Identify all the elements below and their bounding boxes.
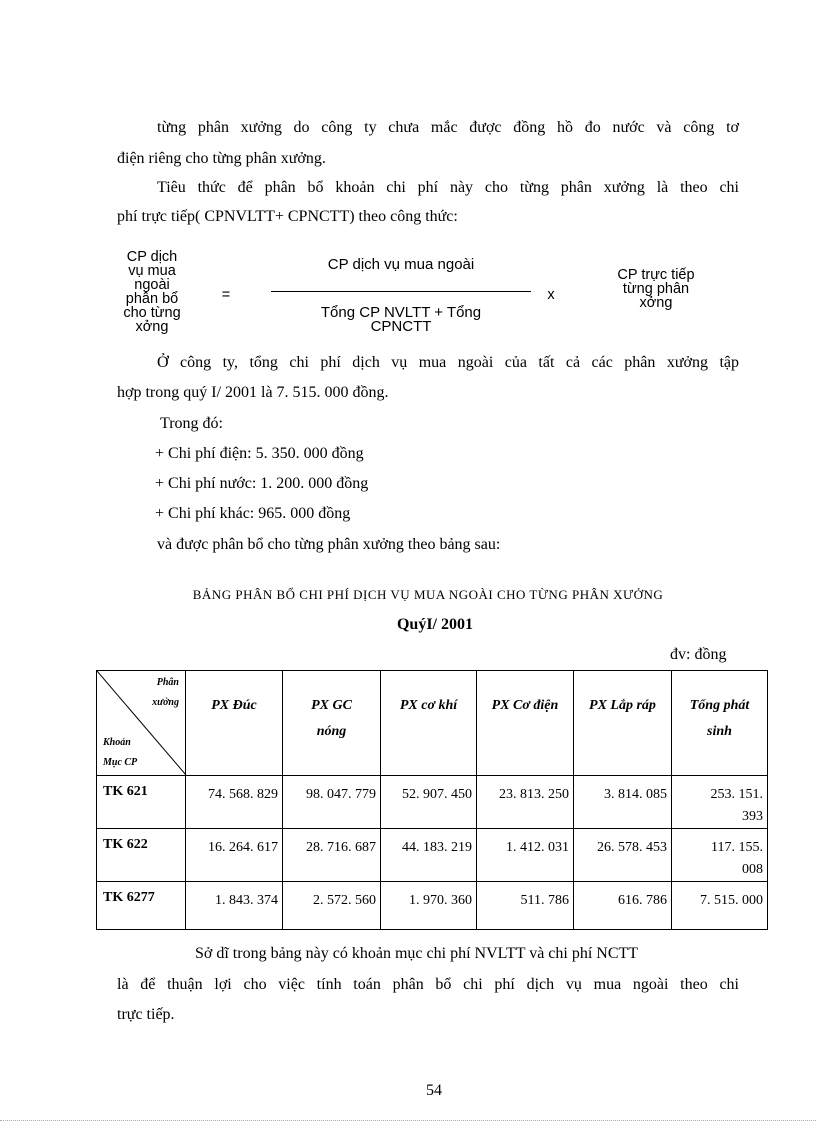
- page-bottom-rule: [0, 1120, 816, 1121]
- cell: 117. 155. 008: [672, 829, 768, 882]
- fraction-line: [271, 291, 531, 292]
- formula-lhs-4: phân bổ: [125, 291, 179, 307]
- formula-denominator-line2: CPNCTT: [370, 318, 432, 335]
- list-item-3: + Chi phí khác: 965. 000 đồng: [155, 505, 351, 522]
- list-item-2: + Chi phí nước: 1. 200. 000 đồng: [155, 475, 369, 492]
- cell: 26. 578. 453: [574, 829, 672, 882]
- corner-bottom-label: [103, 733, 137, 773]
- header-px-lap-rap: PX Lắp ráp: [574, 671, 672, 776]
- cell: 2. 572. 560: [283, 882, 381, 930]
- cell: 52. 907. 450: [381, 776, 477, 829]
- list-item-1: + Chi phí điện: 5. 350. 000 đồng: [155, 445, 364, 462]
- table-unit: đv: đồng: [670, 646, 727, 663]
- para3-line2: hợp trong quý I/ 2001 là 7. 515. 000 đồng.: [117, 384, 389, 401]
- para4-line1: Sở dĩ trong bảng này có khoản mục chi phí NVLTT và chi phí NCTT: [195, 945, 639, 962]
- table-row: [97, 776, 768, 829]
- cell: 1. 970. 360: [381, 882, 477, 930]
- formula-lhs-2: vụ mua: [128, 263, 176, 279]
- formula-lhs: [106, 250, 198, 334]
- formula-rhs-2: từng phân: [622, 281, 690, 297]
- page-number: 54: [426, 1082, 442, 1099]
- cell: 1. 412. 031: [477, 829, 574, 882]
- formula-numerator: CP dịch vụ mua ngoài: [327, 256, 475, 273]
- row-label: TK 622: [97, 829, 186, 882]
- table-header-row: [97, 671, 768, 776]
- formula-rhs-3: xởng: [639, 295, 673, 311]
- para2-line2: phí trực tiếp( CPNVLTT+ CPNCTT) theo công thức:: [117, 208, 458, 225]
- corner-bottom-line2: Mục CP: [103, 757, 138, 768]
- header-tong-phat-sinh: Tổng phát sinh: [672, 671, 768, 776]
- formula-denominator: [271, 306, 531, 334]
- cell: 7. 515. 000: [672, 882, 768, 930]
- list-intro: Trong đó:: [160, 415, 223, 432]
- header-px-co-dien: PX Cơ điện: [477, 671, 574, 776]
- row-label: TK 621: [97, 776, 186, 829]
- corner-bottom-line1: Khoản: [103, 737, 131, 748]
- table-title: BẢNG PHÂN BỔ CHI PHÍ DỊCH VỤ MUA NGOÀI CHO TỪNG PHÂN XƯỞNG: [192, 587, 664, 602]
- para1-line2: điện riêng cho từng phân xưởng.: [117, 150, 326, 167]
- para3-line1: Ở công ty, tổng chi phí dịch vụ mua ngoài của tất cả các phân xưởng tập: [157, 354, 739, 371]
- corner-top-line1: Phân: [156, 677, 179, 688]
- cell: 98. 047. 779: [283, 776, 381, 829]
- cell: 253. 151. 393: [672, 776, 768, 829]
- para4-line2: là để thuận lợi cho việc tính toán phân bổ chi phí dịch vụ mua ngoài theo chi: [117, 976, 739, 993]
- formula-lhs-1: CP dịch: [126, 249, 178, 265]
- table-row: [97, 882, 768, 930]
- cell: 511. 786: [477, 882, 574, 930]
- formula-lhs-3: ngoài: [134, 277, 170, 293]
- formula-lhs-6: xởng: [135, 319, 169, 335]
- cell: 23. 813. 250: [477, 776, 574, 829]
- cell: 44. 183. 219: [381, 829, 477, 882]
- formula-rhs: [600, 268, 712, 310]
- cell: 28. 716. 687: [283, 829, 381, 882]
- cell: 3. 814. 085: [574, 776, 672, 829]
- cell: 16. 264. 617: [186, 829, 283, 882]
- header-px-duc: PX Đúc: [186, 671, 283, 776]
- table-row: [97, 829, 768, 882]
- list-outro: và được phân bổ cho từng phân xưởng theo bảng sau:: [157, 536, 501, 553]
- corner-top-line2: xưởng: [152, 697, 179, 708]
- row-label: TK 6277: [97, 882, 186, 930]
- formula-equals: =: [221, 287, 231, 303]
- formula-rhs-1: CP trực tiếp: [617, 267, 695, 283]
- para4-line3: trực tiếp.: [117, 1006, 175, 1023]
- cell: 1. 843. 374: [186, 882, 283, 930]
- table-subtitle: QuýI/ 2001: [396, 616, 473, 633]
- table-corner-cell: [97, 671, 186, 776]
- formula-lhs-5: cho từng: [123, 305, 181, 321]
- cell: 616. 786: [574, 882, 672, 930]
- formula-times: x: [547, 287, 555, 303]
- header-px-gc-nong: PX GC nóng: [283, 671, 381, 776]
- corner-top-label: [152, 673, 179, 713]
- allocation-table: [96, 670, 768, 930]
- para2-line1: Tiêu thức để phân bổ khoản chi phí này cho từng phân xưởng là theo chi: [157, 179, 739, 196]
- para1-line1: từng phân xưởng do công ty chưa mắc được đồng hồ đo nước và công tơ: [157, 119, 739, 136]
- header-px-co-khi: PX cơ khí: [381, 671, 477, 776]
- formula-denominator-line1: Tổng CP NVLTT + Tổng: [320, 304, 482, 321]
- cell: 74. 568. 829: [186, 776, 283, 829]
